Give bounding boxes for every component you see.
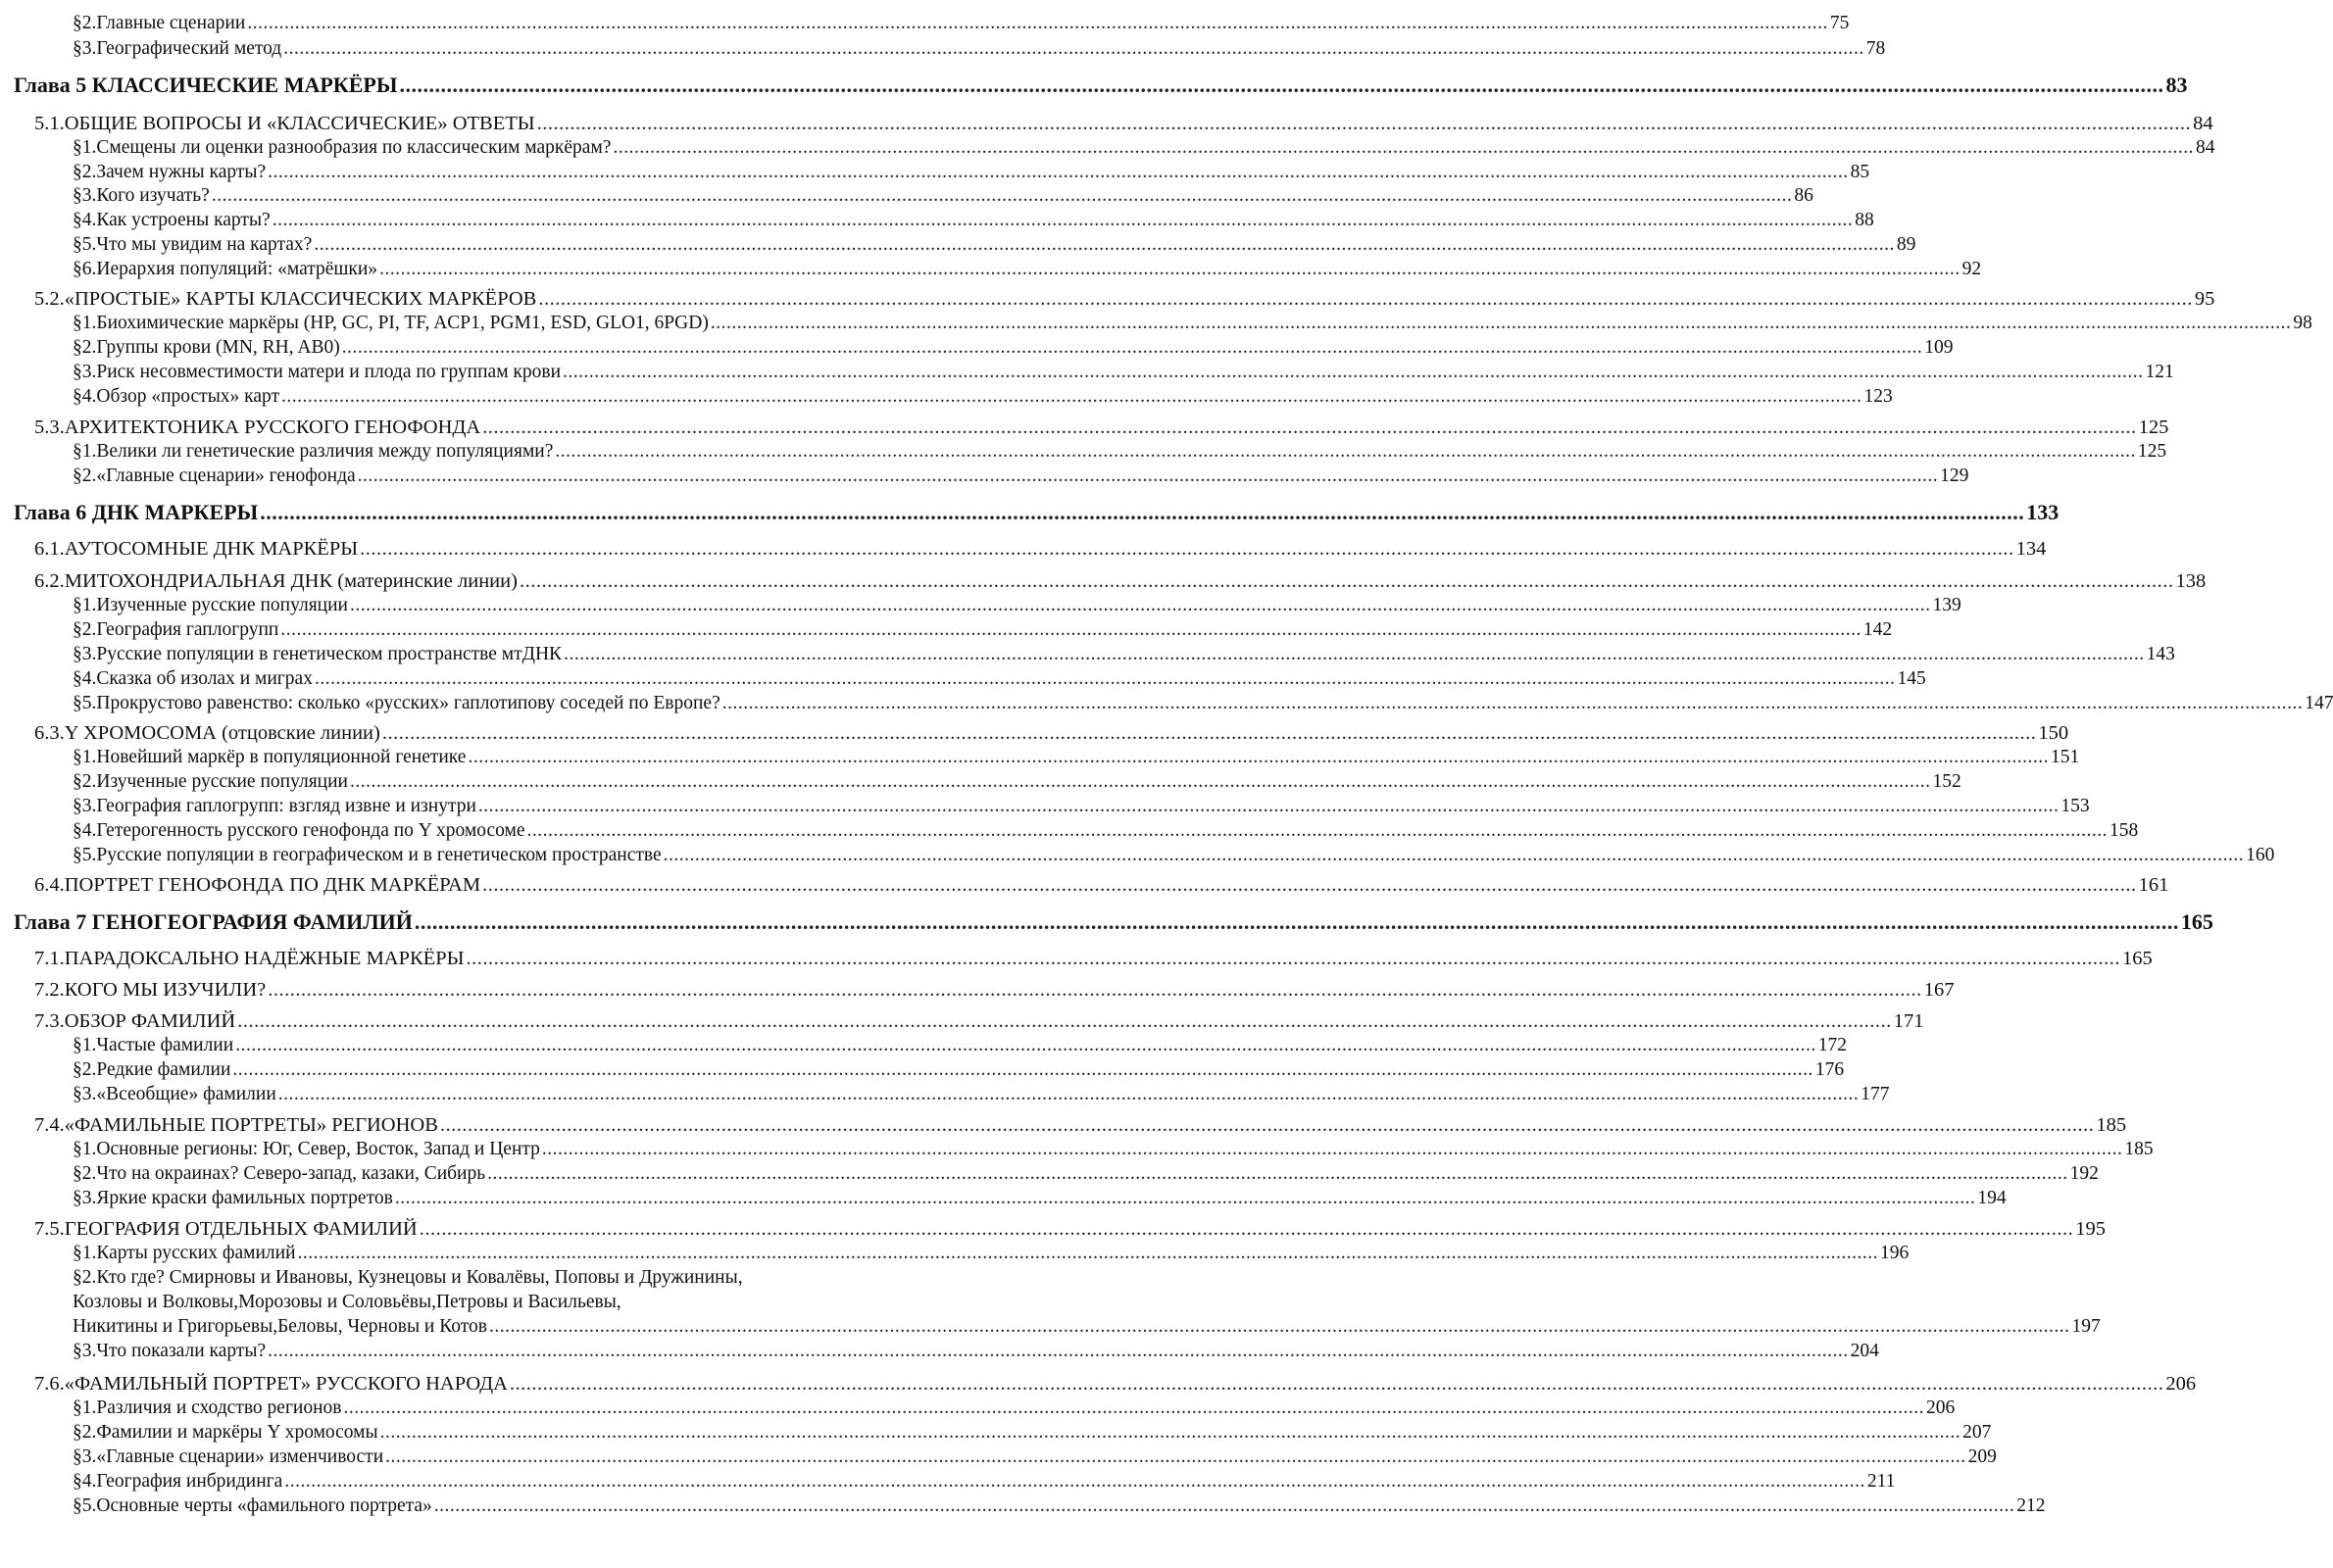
toc-subsection [0,1243,1910,1263]
toc-entry-title: §2.Что на окраинах? Северо-запад, казаки, Сибирь [73,1163,486,1184]
toc-entry-title: §6.Иерархия популяций: «матрёшки» [73,259,378,279]
toc-entry-title: §2.Главные сценарии [73,13,246,33]
toc-subsection [0,1163,2099,1184]
toc-subsection [0,693,2333,713]
toc-subsection [0,1035,1847,1055]
toc-subsection [0,210,1874,230]
toc-page-number: 83 [2165,73,2188,97]
dot-leader: ............................................................................................................................................................................................................................................................................................................ [277,1084,1860,1104]
toc-subsection [0,1316,2101,1337]
toc-page-number: 212 [2016,1495,2046,1516]
dot-leader: ............................................................................................................................................................................................................................................................................................................ [272,210,1854,230]
toc-subsection [0,1471,1896,1492]
dot-leader: ............................................................................................................................................................................................................................................................................................................ [260,500,2025,524]
dot-leader: ............................................................................................................................................................................................................................................................................................................ [381,722,2037,744]
dot-leader: ............................................................................................................................................................................................................................................................................................................ [394,1188,1976,1208]
toc-subsection [0,1059,1845,1080]
toc-entry-title: §3.Русские популяции в генетическом пространстве мтДНК [73,644,563,664]
toc-entry-title: §1.Изученные русские популяции [73,595,348,615]
dot-leader: ............................................................................................................................................................................................................................................................................................................ [439,1114,2095,1136]
toc-page-number: 125 [2137,441,2167,462]
toc-page-number: 197 [2071,1316,2101,1337]
toc-subsection [0,747,2080,767]
toc-page-number: 138 [2175,570,2207,592]
toc-page-number: 167 [1923,979,1955,1001]
toc-page-number: 185 [2096,1114,2127,1136]
toc-entry-title: §1.Частые фамилии [73,1035,234,1055]
toc-subsection [0,771,1961,792]
dot-leader: ............................................................................................................................................................................................................................................................................................................ [536,113,2192,134]
toc-page-number: 172 [1817,1035,1847,1055]
toc-subsection [0,259,1982,279]
toc-entry-title: 6.4.ПОРТРЕТ ГЕНОФОНДА ПО ДНК МАРКЁРАМ [34,874,481,896]
toc-entry-title: Глава 6 ДНК МАРКЕРЫ [14,500,259,524]
toc-page-number: 192 [2069,1163,2099,1184]
toc-subsection [0,1139,2154,1159]
toc-page-number: 165 [2180,909,2213,934]
toc-page-number: 142 [1862,619,1893,640]
toc-entry-title: 5.2.«ПРОСТЫЕ» КАРТЫ КЛАССИЧЕСКИХ МАРКЁРОВ [34,288,537,310]
dot-leader: ............................................................................................................................................................................................................................................................................................................ [379,1422,1961,1443]
dot-leader: ............................................................................................................................................................................................................................................................................................................ [280,619,1861,640]
dot-leader: ............................................................................................................................................................................................................................................................................................................ [268,162,1849,182]
dot-leader: ............................................................................................................................................................................................................................................................................................................ [297,1243,1879,1263]
toc-subsection [0,162,1870,182]
toc-section [0,113,2213,134]
toc-entry-title: 6.2.МИТОХОНДРИАЛЬНАЯ ДНК (материнские линии) [34,570,518,592]
toc-subsection [0,137,2215,158]
toc-section [0,416,2169,438]
toc-entry-title: §3.Что показали карты? [73,1341,267,1361]
toc-entry-title: 7.2.КОГО МЫ ИЗУЧИЛИ? [34,979,267,1001]
toc-page-number: 209 [1967,1446,1997,1467]
toc-page-number: 185 [2124,1139,2154,1159]
toc-entry-title: 5.3.АРХИТЕКТОНИКА РУССКОГО ГЕНОФОНДА [34,416,481,438]
dot-leader: ............................................................................................................................................................................................................................................................................................................ [237,1010,1892,1032]
toc-entry-title: §2.География гаплогрупп [73,619,279,640]
dot-leader: ............................................................................................................................................................................................................................................................................................................ [663,845,2245,865]
toc-entry-title: 6.1.АУТОСОМНЫЕ ДНК МАРКЁРЫ [34,538,359,560]
dot-leader: ............................................................................................................................................................................................................................................................................................................ [341,337,1923,358]
dot-leader: ............................................................................................................................................................................................................................................................................................................ [541,1139,2123,1159]
dot-leader: ............................................................................................................................................................................................................................................................................................................ [314,234,1895,255]
dot-leader: ............................................................................................................................................................................................................................................................................................................ [379,259,1961,279]
toc-page-number: 125 [2138,416,2169,438]
toc-page-number: 176 [1814,1059,1845,1080]
toc-page-number: 171 [1893,1010,1924,1032]
toc-page-number: 150 [2038,722,2069,744]
toc-subsection [0,619,1893,640]
toc-section [0,979,1955,1001]
dot-leader: ............................................................................................................................................................................................................................................................................................................ [721,693,2304,713]
toc-subsection [0,234,1916,255]
toc-section [0,538,2047,560]
toc-section [0,1010,1924,1032]
dot-leader: ............................................................................................................................................................................................................................................................................................................ [519,570,2174,592]
toc-page-number: 143 [2146,644,2175,664]
toc-entry-title: §3.«Главные сценарии» изменчивости [73,1446,384,1467]
dot-leader: ............................................................................................................................................................................................................................................................................................................ [283,38,1864,59]
dot-leader: ............................................................................................................................................................................................................................................................................................................ [284,1471,1865,1492]
toc-section [0,1373,2197,1395]
toc-entry-title: §4.Как устроены карты? [73,210,271,230]
toc-entry-title: §5.Прокрустово равенство: сколько «русских» гаплотипову соседей по Европе? [73,693,720,713]
dot-leader: ............................................................................................................................................................................................................................................................................................................ [433,1495,2015,1516]
toc-entry-title: §5.Основные черты «фамильного портрета» [73,1495,432,1516]
dot-leader: ............................................................................................................................................................................................................................................................................................................ [555,441,2136,462]
toc-subsection [0,386,1893,407]
toc-subsection [0,668,1926,689]
toc-subsection [0,644,2175,664]
toc-subsection [0,337,1954,358]
toc-page-number: 134 [2015,538,2047,560]
toc-section [0,948,2153,969]
toc-entry-title: §3.«Всеобщие» фамилии [73,1084,276,1104]
toc-page-number: 121 [2145,362,2174,382]
toc-page-number: 85 [1850,162,1870,182]
toc-page-number: 133 [2026,500,2060,524]
dot-leader: ............................................................................................................................................................................................................................................................................................................ [488,1316,2070,1337]
toc-page-number: 151 [2050,747,2080,767]
dot-leader: ............................................................................................................................................................................................................................................................................................................ [477,796,2060,816]
dot-leader: ............................................................................................................................................................................................................................................................................................................ [563,362,2144,382]
toc-page-number: 78 [1865,38,1886,59]
toc-entry-title: §3.Яркие краски фамильных портретов [73,1188,393,1208]
toc-subsection [0,1397,1956,1418]
toc-subsection [0,1188,2007,1208]
toc-entry-title: Козловы и Волковы,Морозовы и Соловьёвы,Петровы и Васильевы, [73,1292,621,1312]
toc-page-number: 139 [1932,595,1961,615]
toc-entry-title: §2.«Главные сценарии» генофонда [73,466,356,486]
toc-entry-title: §1.Основные регионы: Юг, Север, Восток, Запад и Центр [73,1139,540,1159]
toc-page-number: 129 [1940,466,1969,486]
toc-entry-title: §1.Карты русских фамилий [73,1243,296,1263]
toc-page-number: 95 [2194,288,2215,310]
dot-leader: ............................................................................................................................................................................................................................................................................................................ [281,386,1862,407]
toc-page-number: 158 [2110,820,2139,841]
toc-entry-title: §3.Географический метод [73,38,282,59]
toc-section [0,722,2069,744]
toc-page-number: 211 [1866,1471,1896,1492]
toc-page-number: 86 [1794,185,1813,206]
dot-leader: ............................................................................................................................................................................................................................................................................................................ [466,948,2120,969]
toc-entry-title: 7.5.ГЕОГРАФИЯ ОТДЕЛЬНЫХ ФАМИЛИЙ [34,1218,418,1240]
dot-leader: ............................................................................................................................................................................................................................................................................................................ [268,979,1922,1001]
toc-section [0,1218,2106,1240]
toc-entry-title: 7.3.ОБЗОР ФАМИЛИЙ [34,1010,236,1032]
dot-leader: ............................................................................................................................................................................................................................................................................................................ [247,13,1828,33]
dot-leader: ............................................................................................................................................................................................................................................................................................................ [232,1059,1813,1080]
toc-section [0,570,2207,592]
dot-leader: ............................................................................................................................................................................................................................................................................................................ [349,595,1931,615]
toc-entry-title: §2.Зачем нужны карты? [73,162,267,182]
toc-page-number: 161 [2138,874,2169,896]
dot-leader: ............................................................................................................................................................................................................................................................................................................ [482,416,2137,438]
dot-leader: ............................................................................................................................................................................................................................................................................................................ [357,466,1939,486]
toc-page-number: 123 [1863,386,1893,407]
dot-leader: ............................................................................................................................................................................................................................................................................................................ [487,1163,2068,1184]
toc-subsection [0,185,1813,206]
toc-entry-title: §2.Группы крови (MN, RH, AB0) [73,337,340,358]
toc-page-number: 206 [2165,1373,2197,1395]
toc-entry-title: §2.Кто где? Смирновы и Ивановы, Кузнецовы и Ковалёвы, Поповы и Дружинины, [73,1267,743,1288]
toc-entry-title: §3.Риск несовместимости матери и плода по группам крови [73,362,562,382]
dot-leader: ............................................................................................................................................................................................................................................................................................................ [399,73,2164,97]
toc-chapter [0,500,2060,524]
dot-leader: ............................................................................................................................................................................................................................................................................................................ [360,538,2014,560]
dot-leader: ............................................................................................................................................................................................................................................................................................................ [509,1373,2164,1395]
toc-entry-title: §1.Биохимические маркёры (HP, GC, PI, TF, ACP1, PGM1, ESD, GLO1, 6PGD) [73,313,709,333]
toc-entry-title: Никитины и Григорьевы,Беловы, Черновы и Котов [73,1316,487,1337]
toc-page-number: 165 [2121,948,2153,969]
toc-subsection [0,796,2090,816]
dot-leader: ............................................................................................................................................................................................................................................................................................................ [564,644,2145,664]
toc-page-number: 98 [2293,313,2312,333]
toc-page-number: 194 [1977,1188,2007,1208]
toc-subsection [0,313,2312,333]
toc-page-number: 84 [2195,137,2215,158]
toc-page-number: 89 [1896,234,1916,255]
toc-subsection [0,362,2174,382]
toc-subsection [0,845,2275,865]
toc-page-number: 206 [1926,1397,1956,1418]
toc-section [0,288,2215,310]
toc-page-number: 177 [1861,1084,1890,1104]
toc-entry-title: §5.Русские популяции в географическом и в генетическом пространстве [73,845,662,865]
toc-subsection [0,1084,1890,1104]
toc-page-number: 84 [2193,113,2213,134]
dot-leader: ............................................................................................................................................................................................................................................................................................................ [538,288,2193,310]
toc-entry-title: Глава 7 ГЕНОГЕОГРАФИЯ ФАМИЛИЙ [14,909,413,934]
toc-page-number: 160 [2246,845,2275,865]
toc-entry-title: §4.Сказка об изолах и миграх [73,668,313,689]
toc-page-number: 145 [1897,668,1926,689]
toc-entry-title: §1.Новейший маркёр в популяционной генетике [73,747,467,767]
toc-subsection [0,1341,1879,1361]
toc-entry-title: §1.Велики ли генетические различия между популяциями? [73,441,554,462]
toc-entry-title: §2.Редкие фамилии [73,1059,231,1080]
toc-page-number: 153 [2060,796,2090,816]
toc-subsection [0,1268,1221,1288]
toc-subsection [0,595,1961,615]
dot-leader: ............................................................................................................................................................................................................................................................................................................ [211,185,1793,206]
toc-page-number: 88 [1855,210,1874,230]
toc-subsection [0,38,1886,59]
toc-entry-title: §2.Изученные русские популяции [73,771,348,792]
toc-subsection [0,1422,1992,1443]
toc-chapter [0,73,2188,97]
toc-page-number: 152 [1932,771,1961,792]
toc-entry-title: §4.Обзор «простых» карт [73,386,280,407]
toc-entry-title: §3.Кого изучать? [73,185,210,206]
dot-leader: ............................................................................................................................................................................................................................................................................................................ [613,137,2194,158]
dot-leader: ............................................................................................................................................................................................................................................................................................................ [414,909,2179,934]
dot-leader: ............................................................................................................................................................................................................................................................................................................ [710,313,2292,333]
toc-subsection [0,1495,2046,1516]
toc-entry-title: §1.Различия и сходство регионов [73,1397,342,1418]
toc-entry-title: §4.География инбридинга [73,1471,283,1492]
toc-entry-title: §5.Что мы увидим на картах? [73,234,313,255]
toc-entry-title: §1.Смещены ли оценки разнообразия по классическим маркёрам? [73,137,612,158]
toc-entry-title: §2.Фамилии и маркёры Y хромосомы [73,1422,378,1443]
toc-subsection [0,13,1850,33]
dot-leader: ............................................................................................................................................................................................................................................................................................................ [526,820,2108,841]
toc-page-number: 92 [1961,259,1982,279]
toc-entry-title: 7.4.«ФАМИЛЬНЫЕ ПОРТРЕТЫ» РЕГИОНОВ [34,1114,438,1136]
toc-entry-title: Глава 5 КЛАССИЧЕСКИЕ МАРКЁРЫ [14,73,398,97]
dot-leader: ............................................................................................................................................................................................................................................................................................................ [343,1397,1925,1418]
toc-page-number: 196 [1880,1243,1910,1263]
toc-page-number: 147 [2305,693,2333,713]
dot-leader: ............................................................................................................................................................................................................................................................................................................ [482,874,2137,896]
dot-leader: ............................................................................................................................................................................................................................................................................................................ [268,1341,1849,1361]
toc-subsection [0,441,2167,462]
toc-page-number: 109 [1924,337,1954,358]
toc-entry-title: 7.6.«ФАМИЛЬНЫЙ ПОРТРЕТ» РУССКОГО НАРОДА [34,1373,508,1395]
toc-subsection [0,820,2139,841]
toc-entry-title: 6.3.Y ХРОМОСОМА (отцовские линии) [34,722,380,744]
toc-page-number: 204 [1850,1341,1879,1361]
toc-section [0,1114,2127,1136]
toc-page-number: 207 [1962,1422,1992,1443]
toc-entry-title: 7.1.ПАРАДОКСАЛЬНО НАДЁЖНЫЕ МАРКЁРЫ [34,948,465,969]
toc-subsection [0,1293,1221,1312]
toc-subsection [0,466,1969,486]
dot-leader: ............................................................................................................................................................................................................................................................................................................ [385,1446,1966,1467]
toc-subsection [0,1446,1997,1467]
dot-leader: ............................................................................................................................................................................................................................................................................................................ [349,771,1931,792]
toc-page-number: 195 [2075,1218,2106,1240]
toc-entry-title: §3.География гаплогрупп: взгляд извне и изнутри [73,796,476,816]
toc-entry-title: 5.1.ОБЩИЕ ВОПРОСЫ И «КЛАССИЧЕСКИЕ» ОТВЕТЫ [34,113,535,134]
toc-section [0,874,2169,896]
dot-leader: ............................................................................................................................................................................................................................................................................................................ [419,1218,2074,1240]
toc-chapter [0,909,2213,934]
toc-page-number: 75 [1829,13,1850,33]
dot-leader: ............................................................................................................................................................................................................................................................................................................ [468,747,2049,767]
dot-leader: ............................................................................................................................................................................................................................................................................................................ [314,668,1896,689]
toc-entry-title: §4.Гетерогенность русского генофонда по Y хромосоме [73,820,525,841]
dot-leader: ............................................................................................................................................................................................................................................................................................................ [235,1035,1816,1055]
